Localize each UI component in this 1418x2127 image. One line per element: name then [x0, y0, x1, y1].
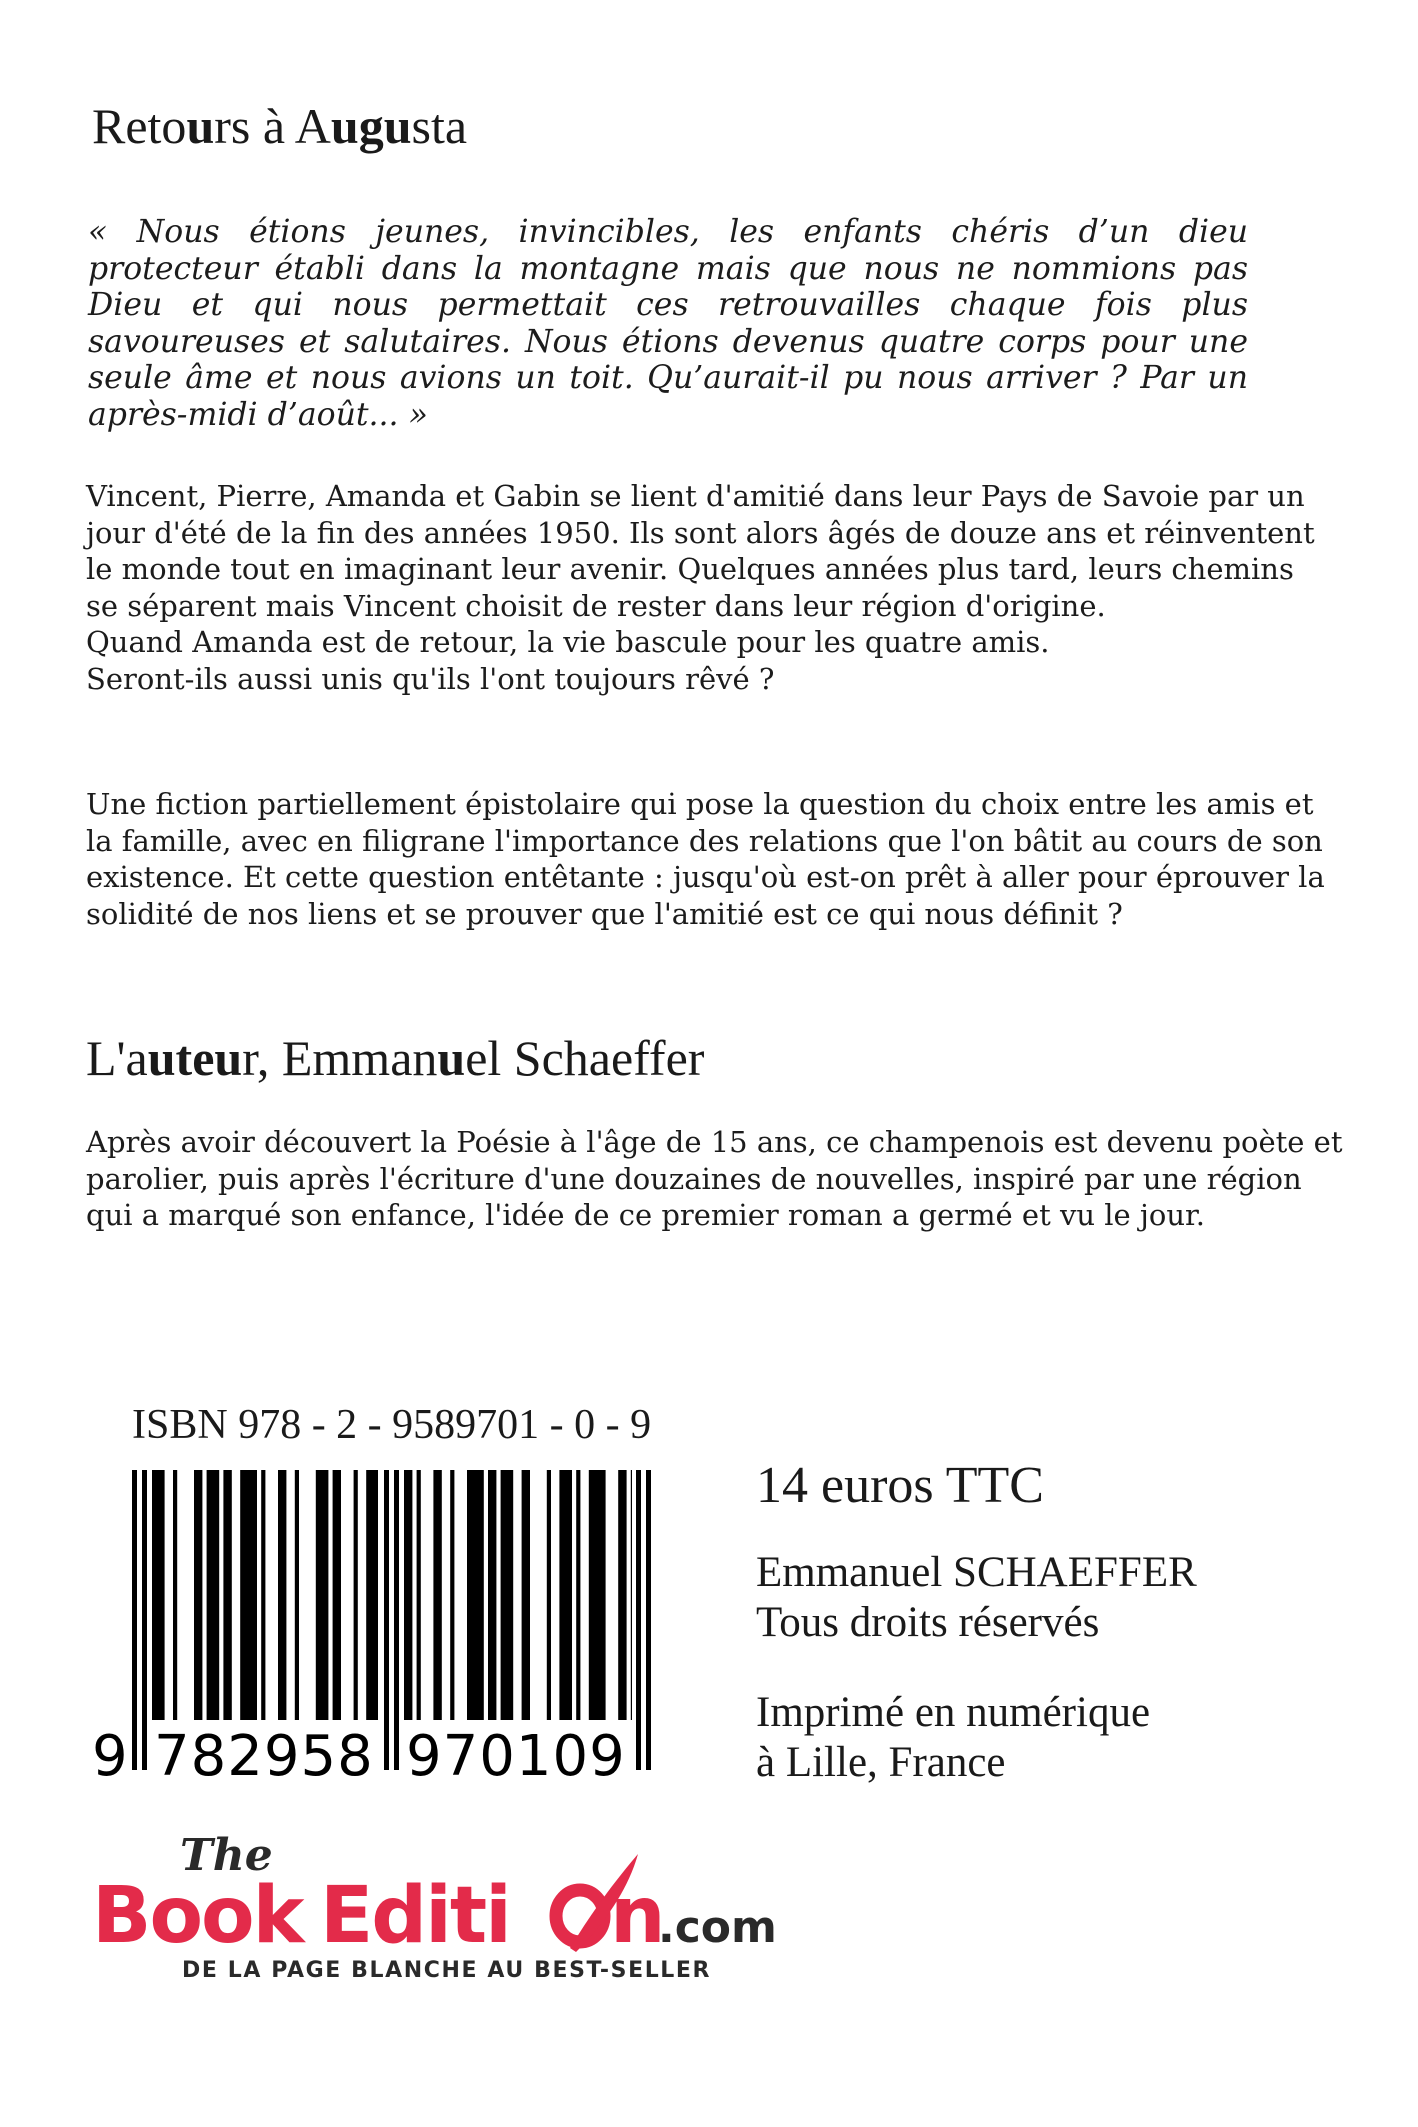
logo-edition: Editi — [320, 1871, 510, 1961]
barcode-bar — [450, 1470, 454, 1720]
title-part: sta — [411, 98, 468, 154]
logo-book: Book — [92, 1871, 303, 1961]
book-title — [92, 96, 467, 156]
barcode-guard-bar — [142, 1470, 147, 1770]
barcode-guard-bar — [384, 1470, 389, 1770]
printed-location: à Lille, France — [756, 1739, 1006, 1786]
rights-author: Emmanuel SCHAEFFER — [756, 1549, 1197, 1596]
barcode-bar — [207, 1470, 220, 1720]
barcode-guard-bar — [636, 1470, 641, 1770]
summary-paragraph — [86, 478, 1316, 697]
barcode-bars — [152, 1470, 632, 1720]
barcode-bar — [501, 1470, 514, 1720]
barcode-bar — [433, 1470, 441, 1720]
barcode-bar — [366, 1470, 378, 1720]
barcode-bar — [173, 1470, 177, 1720]
barcode-bar — [488, 1470, 496, 1720]
rights-block — [756, 1548, 1197, 1648]
heading-bold-part: ute — [147, 1030, 215, 1086]
barcode-bar — [576, 1470, 580, 1720]
barcode-bar — [618, 1470, 626, 1720]
barcode-digit-first: 9 — [92, 1724, 128, 1789]
barcode-guard-bar — [646, 1470, 651, 1770]
barcode-bar — [417, 1470, 421, 1720]
logo-com: .com — [658, 1902, 777, 1953]
barcode-bar — [559, 1470, 572, 1720]
barcode-digits-right: 970109 — [406, 1724, 626, 1789]
summary-line: le monde tout en imaginant leur avenir. Quelques années plus tard, leurs chemins — [86, 552, 1294, 586]
summary-line: Vincent, Pierre, Amanda et Gabin se lient d'amitié dans leur Pays de Savoie par un — [86, 479, 1305, 513]
fiction-line: Une fiction partiellement épistolaire qui pose la question du choix entre les amis et — [86, 787, 1314, 821]
bio-line: Après avoir découvert la Poésie à l'âge de 15 ans, ce champenois est devenu poète et — [86, 1125, 1343, 1159]
barcode-bar — [354, 1470, 358, 1720]
barcode-bar — [522, 1470, 530, 1720]
title-part: rs à A — [214, 98, 331, 154]
barcode-bar — [404, 1470, 412, 1720]
barcode-bar — [261, 1470, 265, 1720]
barcode-bar — [547, 1470, 551, 1720]
fiction-line: la famille, avec en filigrane l'importance des relations que l'on bâtit au cours de son — [86, 823, 1323, 858]
summary-line: se séparent mais Vincent choisit de rester dans leur région d'origine. — [86, 588, 1106, 623]
logo-tagline: DE LA PAGE BLANCHE AU BEST-SELLER — [182, 1958, 712, 1983]
heading-bold-part: u — [214, 1030, 243, 1086]
summary-line: Quand Amanda est de retour, la vie bascule pour les quatre amis. — [86, 625, 1050, 659]
summary-line: jour d'été de la fin des années 1950. Ils sont alors âgés de douze ans et réinventent — [86, 515, 1315, 550]
bio-line: qui a marqué son enfance, l'idée de ce premier roman a germé et vu le jour. — [86, 1198, 1205, 1232]
barcode-digits-left: 782958 — [154, 1724, 374, 1789]
barcode-bar — [589, 1470, 606, 1720]
barcode-bar — [631, 1470, 632, 1720]
logo-edition-tail: n — [610, 1871, 666, 1961]
price: 14 euros TTC — [756, 1457, 1044, 1514]
fiction-line: existence. Et cette question entêtante : jusqu'où est-on prêt à aller pour éprouver la — [86, 860, 1325, 894]
barcode-guard-bar — [394, 1470, 399, 1770]
barcode-bar — [278, 1470, 286, 1720]
heading-part: el Schaeffer — [465, 1030, 705, 1086]
title-bold-part: ugu — [330, 98, 412, 154]
fiction-line: solidité de nos liens et se prouver que l'amitié est ce qui nous définit ? — [86, 896, 1123, 931]
title-part: Reto — [92, 98, 187, 154]
bio-line: parolier, puis après l'écriture d'une douzaines de nouvelles, inspiré par une région — [86, 1161, 1302, 1196]
printed-line: Imprimé en numérique — [756, 1689, 1151, 1736]
fiction-paragraph — [86, 786, 1325, 932]
barcode-bar — [467, 1470, 484, 1720]
isbn-text: ISBN 978 - 2 - 9589701 - 0 - 9 — [132, 1402, 652, 1448]
heading-part: L'a — [86, 1030, 148, 1086]
barcode-bar — [194, 1470, 202, 1720]
heading-part: r, Emman — [242, 1030, 438, 1086]
summary-line: Seront-ils aussi unis qu'ils l'ont toujours rêvé ? — [86, 661, 775, 696]
barcode-bar — [240, 1470, 257, 1720]
author-bio — [86, 1124, 1346, 1234]
author-heading — [86, 1028, 704, 1088]
printed-block — [756, 1688, 1150, 1788]
logo-the: The — [180, 1830, 273, 1881]
rights-notice: Tous droits réservés — [756, 1599, 1100, 1646]
barcode — [88, 1470, 688, 1800]
barcode-bar — [152, 1470, 165, 1720]
barcode-bar — [295, 1470, 299, 1720]
barcode-bar — [333, 1470, 341, 1720]
heading-bold-part: u — [437, 1030, 466, 1086]
barcode-bar — [316, 1470, 329, 1720]
barcode-bar — [223, 1470, 231, 1720]
barcode-guard-bar — [132, 1470, 137, 1770]
book-quote: « Nous étions jeunes, invincibles, les enfants chéris d’un dieu protecteur établi dans la montagne mais que nous ne nommions pas Dieu et qui nous permettait ces retrouvailles chaque fois plus savoureuses et salutaires. Nous étions devenus quatre corps pour une seule âme et nous avions un toit. Qu’aurait-il pu nous arriver ? Par un après-midi d’août... » — [88, 214, 1248, 433]
title-bold-part: u — [186, 98, 215, 154]
